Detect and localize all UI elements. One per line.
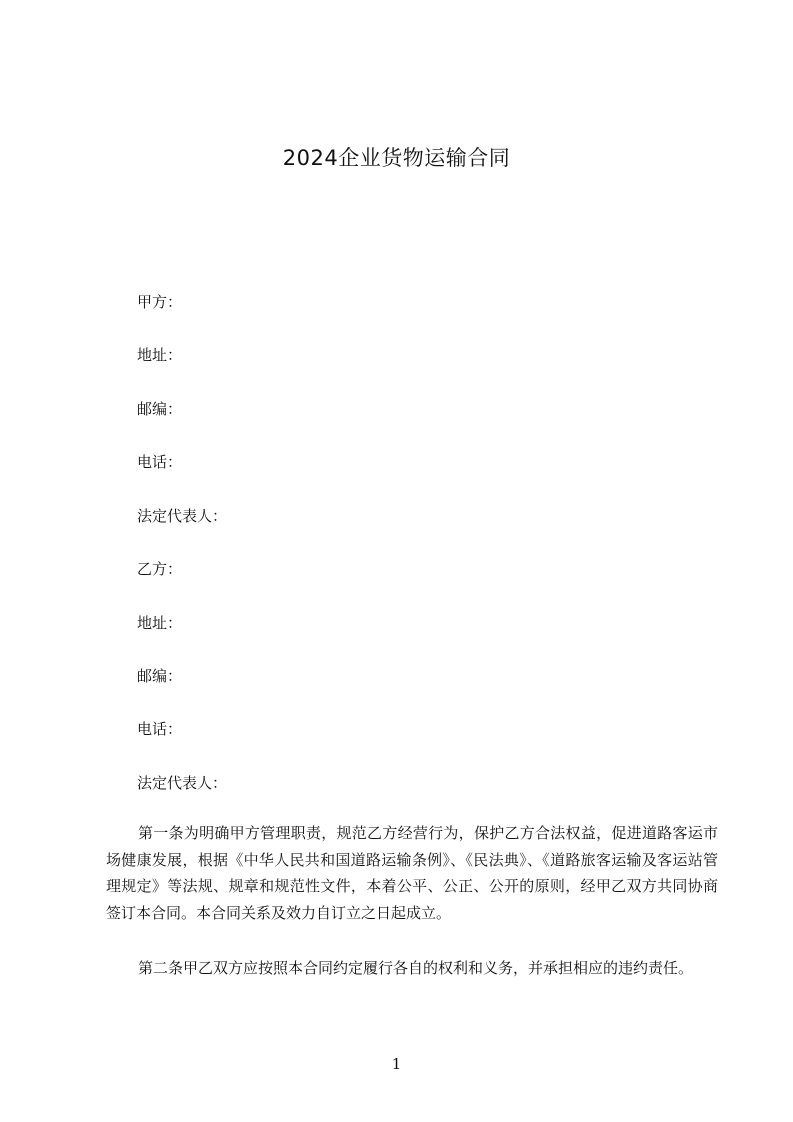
clause-2: 第二条甲乙双方应按照本合同约定履行各自的权利和义务，并承担相应的违约责任。 — [138, 959, 694, 977]
party-a-name-label: 甲方： — [137, 293, 183, 311]
party-b-postcode-label: 邮编： — [137, 667, 183, 685]
party-a-phone-label: 电话： — [137, 453, 183, 471]
party-b-address-label: 地址： — [137, 614, 183, 632]
page-number: 1 — [391, 1055, 402, 1073]
party-b-phone-label: 电话： — [137, 720, 183, 738]
party-a-address-label: 地址： — [137, 346, 183, 364]
party-b-legal-rep-label: 法定代表人： — [137, 774, 228, 792]
clause-1: 第一条为明确甲方管理职责，规范乙方经营行为，保护乙方合法权益，促进道路客运市场健康发展，根据《中华人民共和国道路运输条例》、《民法典》、《道路旅客运输及客运站管理规定》等法规、规章和规范性文件，本着公平、公正、公开的原则，经甲乙双方共同协商签订本合同。本合同关系及效力自订立之日起成立。 — [106, 824, 718, 922]
document-title: 2024企业货物运输合同 — [282, 146, 511, 170]
party-a-legal-rep-label: 法定代表人： — [137, 507, 228, 525]
party-a-postcode-label: 邮编： — [137, 400, 183, 418]
party-b-name-label: 乙方： — [137, 560, 183, 578]
